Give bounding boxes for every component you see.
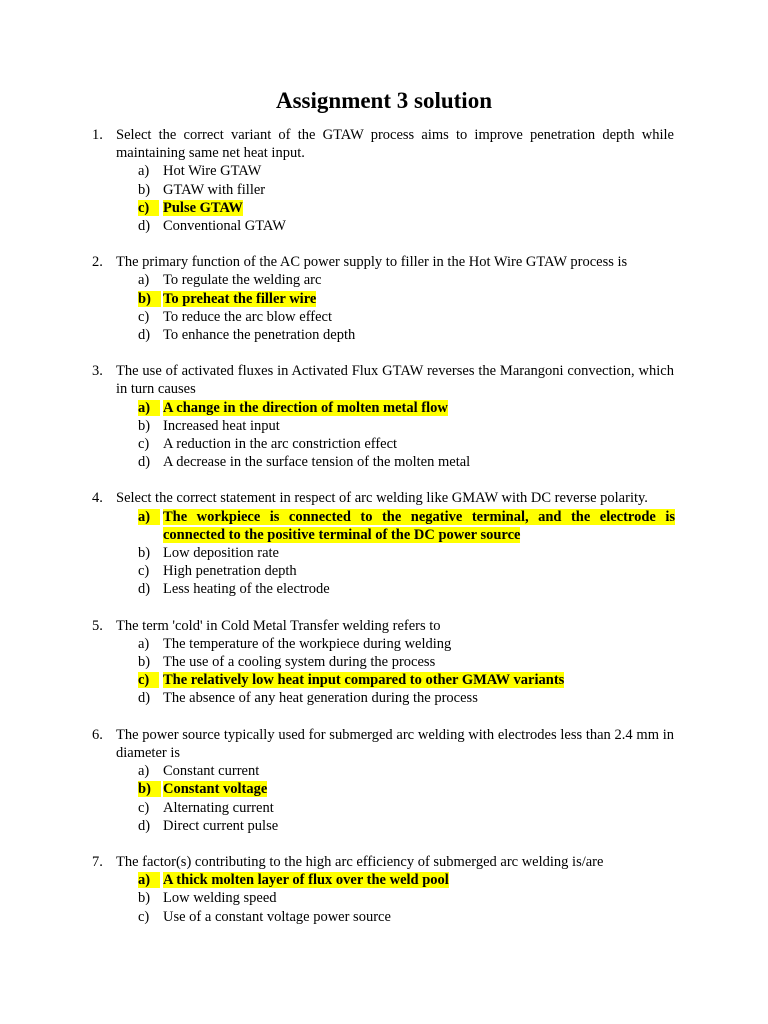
answer-option: [0, 635, 768, 653]
option-letter: d): [138, 690, 151, 707]
option-letter: a): [138, 763, 150, 780]
option-letter: b): [138, 890, 151, 907]
question-item: [0, 726, 768, 835]
option-text: The temperature of the workpiece during welding: [163, 635, 452, 652]
option-letter: d): [138, 218, 151, 235]
question-text: Select the correct variant of the GTAW process aims to improve penetration depth while maintaining same net heat input.: [116, 127, 674, 162]
option-text: Increased heat input: [163, 417, 280, 434]
option-text: To preheat the filler wire: [163, 290, 317, 307]
option-text: A change in the direction of molten metal flow: [163, 399, 448, 416]
question-text: The factor(s) contributing to the high arc efficiency of submerged arc welding is/are: [116, 853, 604, 870]
option-letter: a): [138, 871, 160, 889]
question-number: 6.: [92, 726, 103, 743]
question-item: [0, 253, 768, 344]
question-item: [0, 126, 768, 235]
answer-option: [0, 199, 768, 217]
option-text: Conventional GTAW: [163, 218, 286, 235]
option-letter: d): [138, 817, 151, 834]
answer-option: [0, 799, 768, 817]
option-list: [0, 399, 768, 472]
option-text: Pulse GTAW: [163, 199, 243, 216]
answer-option: [0, 453, 768, 471]
question-number: 4.: [92, 490, 103, 507]
answer-option: [0, 580, 768, 598]
option-text: To enhance the penetration depth: [163, 327, 356, 344]
question-number: 7.: [92, 853, 103, 870]
option-text: The relatively low heat input compared to other GMAW variants: [163, 672, 565, 689]
option-text: Direct current pulse: [163, 817, 279, 834]
answer-option: [0, 271, 768, 289]
option-letter: b): [138, 181, 151, 198]
question-item: [0, 617, 768, 708]
page-title: Assignment 3 solution: [276, 88, 492, 113]
question-number: 1.: [92, 127, 103, 143]
option-letter: b): [138, 654, 151, 671]
option-letter: c): [138, 308, 150, 325]
option-letter: d): [138, 581, 151, 598]
option-letter: c): [138, 563, 150, 580]
answer-option: [0, 326, 768, 344]
option-letter: c): [138, 799, 150, 816]
option-letter: a): [138, 272, 150, 289]
option-text: Alternating current: [163, 799, 274, 816]
option-text: A thick molten layer of flux over the weld pool: [163, 872, 449, 889]
option-letter: d): [138, 454, 151, 471]
answer-option: [0, 508, 768, 544]
option-text: Less heating of the electrode: [163, 581, 330, 598]
question-number: 3.: [92, 363, 103, 380]
answer-option: [0, 817, 768, 835]
answer-option: [0, 653, 768, 671]
option-letter: a): [138, 399, 160, 417]
option-text: A reduction in the arc constriction effect: [163, 436, 398, 453]
option-letter: a): [138, 635, 150, 652]
option-text: A decrease in the surface tension of the molten metal: [163, 454, 471, 471]
option-list: [0, 271, 768, 344]
question-number: 2.: [92, 254, 103, 271]
option-text: To reduce the arc blow effect: [163, 308, 333, 325]
option-letter: b): [138, 290, 161, 308]
option-text: Low deposition rate: [163, 545, 279, 562]
option-text: Constant current: [163, 763, 260, 780]
answer-option: [0, 290, 768, 308]
answer-option: [0, 181, 768, 199]
option-text: Constant voltage: [163, 781, 268, 798]
question-number: 5.: [92, 617, 103, 634]
option-text: GTAW with filler: [163, 181, 266, 198]
option-letter: c): [138, 436, 150, 453]
option-text: High penetration depth: [163, 563, 297, 580]
option-list: [0, 508, 768, 599]
answer-option: [0, 399, 768, 417]
question-list: [0, 126, 768, 944]
answer-option: [0, 780, 768, 798]
option-letter: b): [138, 545, 151, 562]
question-text: The primary function of the AC power supply to filler in the Hot Wire GTAW process is: [116, 254, 628, 271]
option-letter: c): [138, 908, 150, 925]
option-list: [0, 635, 768, 708]
answer-option: [0, 417, 768, 435]
question-text: The power source typically used for submerged arc welding with electrodes less than 2.4 mm in diameter is: [116, 726, 674, 761]
answer-option: [0, 908, 768, 926]
option-letter: b): [138, 780, 161, 798]
question-text: Select the correct statement in respect of arc welding like GMAW with DC reverse polarity.: [116, 490, 648, 507]
option-letter: a): [138, 163, 150, 180]
option-text: To regulate the welding arc: [163, 272, 322, 289]
option-letter: a): [138, 508, 160, 526]
option-letter: c): [138, 199, 159, 217]
answer-option: [0, 162, 768, 180]
option-text: Hot Wire GTAW: [163, 163, 262, 180]
answer-option: [0, 871, 768, 889]
option-list: [0, 871, 768, 926]
answer-option: [0, 562, 768, 580]
option-list: [0, 162, 768, 235]
question-text: The use of activated fluxes in Activated Flux GTAW reverses the Marangoni convection, which in turn causes: [116, 363, 674, 398]
question-item: [0, 362, 768, 471]
option-text: The workpiece is connected to the negative terminal, and the electrode is connected to the positive terminal of the DC power source: [163, 508, 675, 543]
question-text: The term 'cold' in Cold Metal Transfer welding refers to: [116, 617, 441, 634]
option-letter: c): [138, 671, 159, 689]
option-list: [0, 762, 768, 835]
answer-option: [0, 308, 768, 326]
answer-option: [0, 689, 768, 707]
option-letter: b): [138, 417, 151, 434]
answer-option: [0, 435, 768, 453]
answer-option: [0, 671, 768, 689]
option-letter: d): [138, 327, 151, 344]
option-text: Use of a constant voltage power source: [163, 908, 391, 925]
answer-option: [0, 544, 768, 562]
option-text: The absence of any heat generation during the process: [163, 690, 478, 707]
answer-option: [0, 762, 768, 780]
option-text: Low welding speed: [163, 890, 277, 907]
question-item: [0, 853, 768, 926]
answer-option: [0, 217, 768, 235]
question-item: [0, 489, 768, 598]
answer-option: [0, 889, 768, 907]
option-text: The use of a cooling system during the process: [163, 654, 436, 671]
